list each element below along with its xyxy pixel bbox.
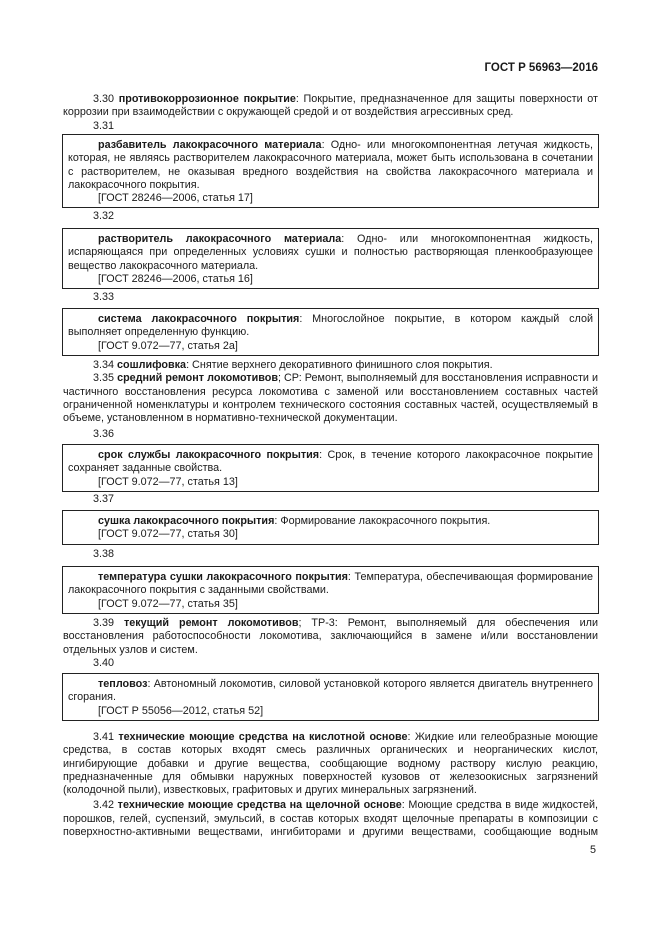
term-source: [ГОСТ Р 55056—2012, статья 52]: [98, 704, 264, 717]
term-definition: : Покрытие, предназначенное для защиты поверхности от коррозии при взаимодействии с окружающей средой и от воздействия агрессивных сред.: [63, 93, 599, 119]
term-name: система лакокрасочного покрытия: [98, 313, 300, 325]
term-box-3-31: [62, 134, 599, 208]
term-name: разбавитель лакокрасочного материала: [98, 139, 322, 151]
terms-3-34-3-36: [63, 359, 598, 442]
term-box-3-38: [62, 566, 599, 614]
term-number: 3.31: [93, 119, 115, 132]
term-definition: ; ТР-3: Ремонт, выполняемый для обеспечения или восстановления работоспособности локомотива, заключающийся в замене и/или восстановлении отдельных узлов и систем.: [63, 617, 599, 656]
term-name: текущий ремонт локомотивов: [123, 617, 299, 629]
term-box-3-33: [62, 308, 599, 356]
term-definition: : Одно- или многокомпонентная жидкость, испаряющаяся при определенных условиях сушки и полностью растворяющая пленкообразующее вещество лакокрасочного материала.: [68, 233, 593, 272]
term-name: сошлифовка: [117, 359, 187, 371]
term-box-3-32: [62, 228, 599, 289]
term-definition: : Моющие средства в виде жидкостей, порошков, гелей, суспензий, эмульсий, в состав которых входят щелочные препараты в композиции с поверхностно-активными веществами, ингибиторами и другими веществами, сообщающие водным: [63, 799, 599, 839]
term-number: 3.42: [93, 799, 115, 812]
term-definition: : Автономный локомотив, силовой установкой которого является двигатель внутреннего сгорания.: [68, 678, 593, 704]
page-number: 5: [590, 844, 597, 856]
term-name: сушка лакокрасочного покрытия: [98, 515, 275, 527]
term-name: тепловоз: [98, 678, 148, 690]
term-number: 3.33: [93, 291, 115, 303]
term-source: [ГОСТ 9.072—77, статья 35]: [98, 597, 238, 610]
term-name: растворитель лакокрасочного материала: [98, 233, 342, 245]
term-name: средний ремонт локомотивов: [117, 372, 278, 385]
term-name: технические моющие средства на кислотной основе: [118, 731, 408, 743]
term-box-3-36: [62, 444, 599, 492]
term-source: [ГОСТ 9.072—77, статья 30]: [98, 528, 238, 541]
term-number: 3.32: [93, 210, 115, 222]
term-definition: : Одно- или многокомпонентная летучая жидкость, которая, не являясь растворителем лакокрасочного материала, может быть использована в сочетании с растворителем, не оказывая вредного воздействия на свойства лакокрасочного материала и лакокрасочного покрытия.: [68, 139, 593, 191]
term-3-39: [63, 617, 598, 670]
term-name: температура сушки лакокрасочного покрытия: [98, 571, 348, 583]
term-number: 3.36: [93, 428, 115, 441]
document-header: ГОСТ Р 56963—2016: [484, 62, 598, 74]
term-source: [ГОСТ 28246—2006, статья 16]: [98, 272, 253, 285]
term-number: 3.41: [93, 731, 115, 743]
term-number: 3.30: [93, 93, 115, 105]
term-number: 3.35: [93, 372, 115, 385]
term-source: [ГОСТ 9.072—77, статья 2а]: [98, 339, 238, 352]
terms-3-41-3-42: [63, 731, 598, 839]
term-source: [ГОСТ 9.072—77, статья 13]: [98, 475, 238, 488]
term-3-30: [63, 93, 598, 133]
term-number: 3.37: [93, 493, 115, 505]
term-number: 3.34: [93, 359, 115, 371]
term-number: 3.40: [93, 656, 115, 669]
term-name: срок службы лакокрасочного покрытия: [98, 449, 320, 461]
term-box-3-40: [62, 673, 599, 721]
term-name: противокоррозионное покрытие: [118, 93, 296, 105]
term-definition: : Снятие верхнего декоративного финишного слоя покрытия.: [186, 359, 493, 371]
term-definition: : Жидкие или гелеобразные моющие средства, в состав которых входят смесь различных органических и неорганических кислот, ингибирующие добавки и другие вещества, сообщающие водному раствору кислую реакцию, предназначенные для обмывки наружных поверхностей кузовов от железоокисных загрязнений (колодочной пыли), известковых, графитовых и других минеральных загрязнений.: [63, 731, 598, 797]
term-box-3-37: [62, 510, 599, 545]
term-number: 3.39: [93, 617, 115, 629]
term-definition: ; СР: Ремонт, выполняемый для восстановления исправности и частичного восстановления ресурса локомотива с заменой или восстановлением составных частей ограниченной номенклатуры и контролем технического состояния составных частей, осуществляемый в объеме, установленном в нормативно-технической документации.: [63, 372, 598, 425]
term-definition: : Температура, обеспечивающая формирование лакокрасочного покрытия с заданными свойствами.: [68, 571, 593, 597]
term-definition: : Многослойное покрытие, в котором каждый слой выполняет определенную функцию.: [68, 313, 593, 339]
term-number: 3.38: [93, 548, 115, 560]
term-source: [ГОСТ 28246—2006, статья 17]: [98, 192, 253, 205]
term-name: технические моющие средства на щелочной основе: [117, 799, 402, 812]
term-definition: : Срок, в течение которого лакокрасочное покрытие сохраняет заданные свойства.: [68, 449, 593, 475]
term-definition: : Формирование лакокрасочного покрытия.: [274, 515, 491, 527]
